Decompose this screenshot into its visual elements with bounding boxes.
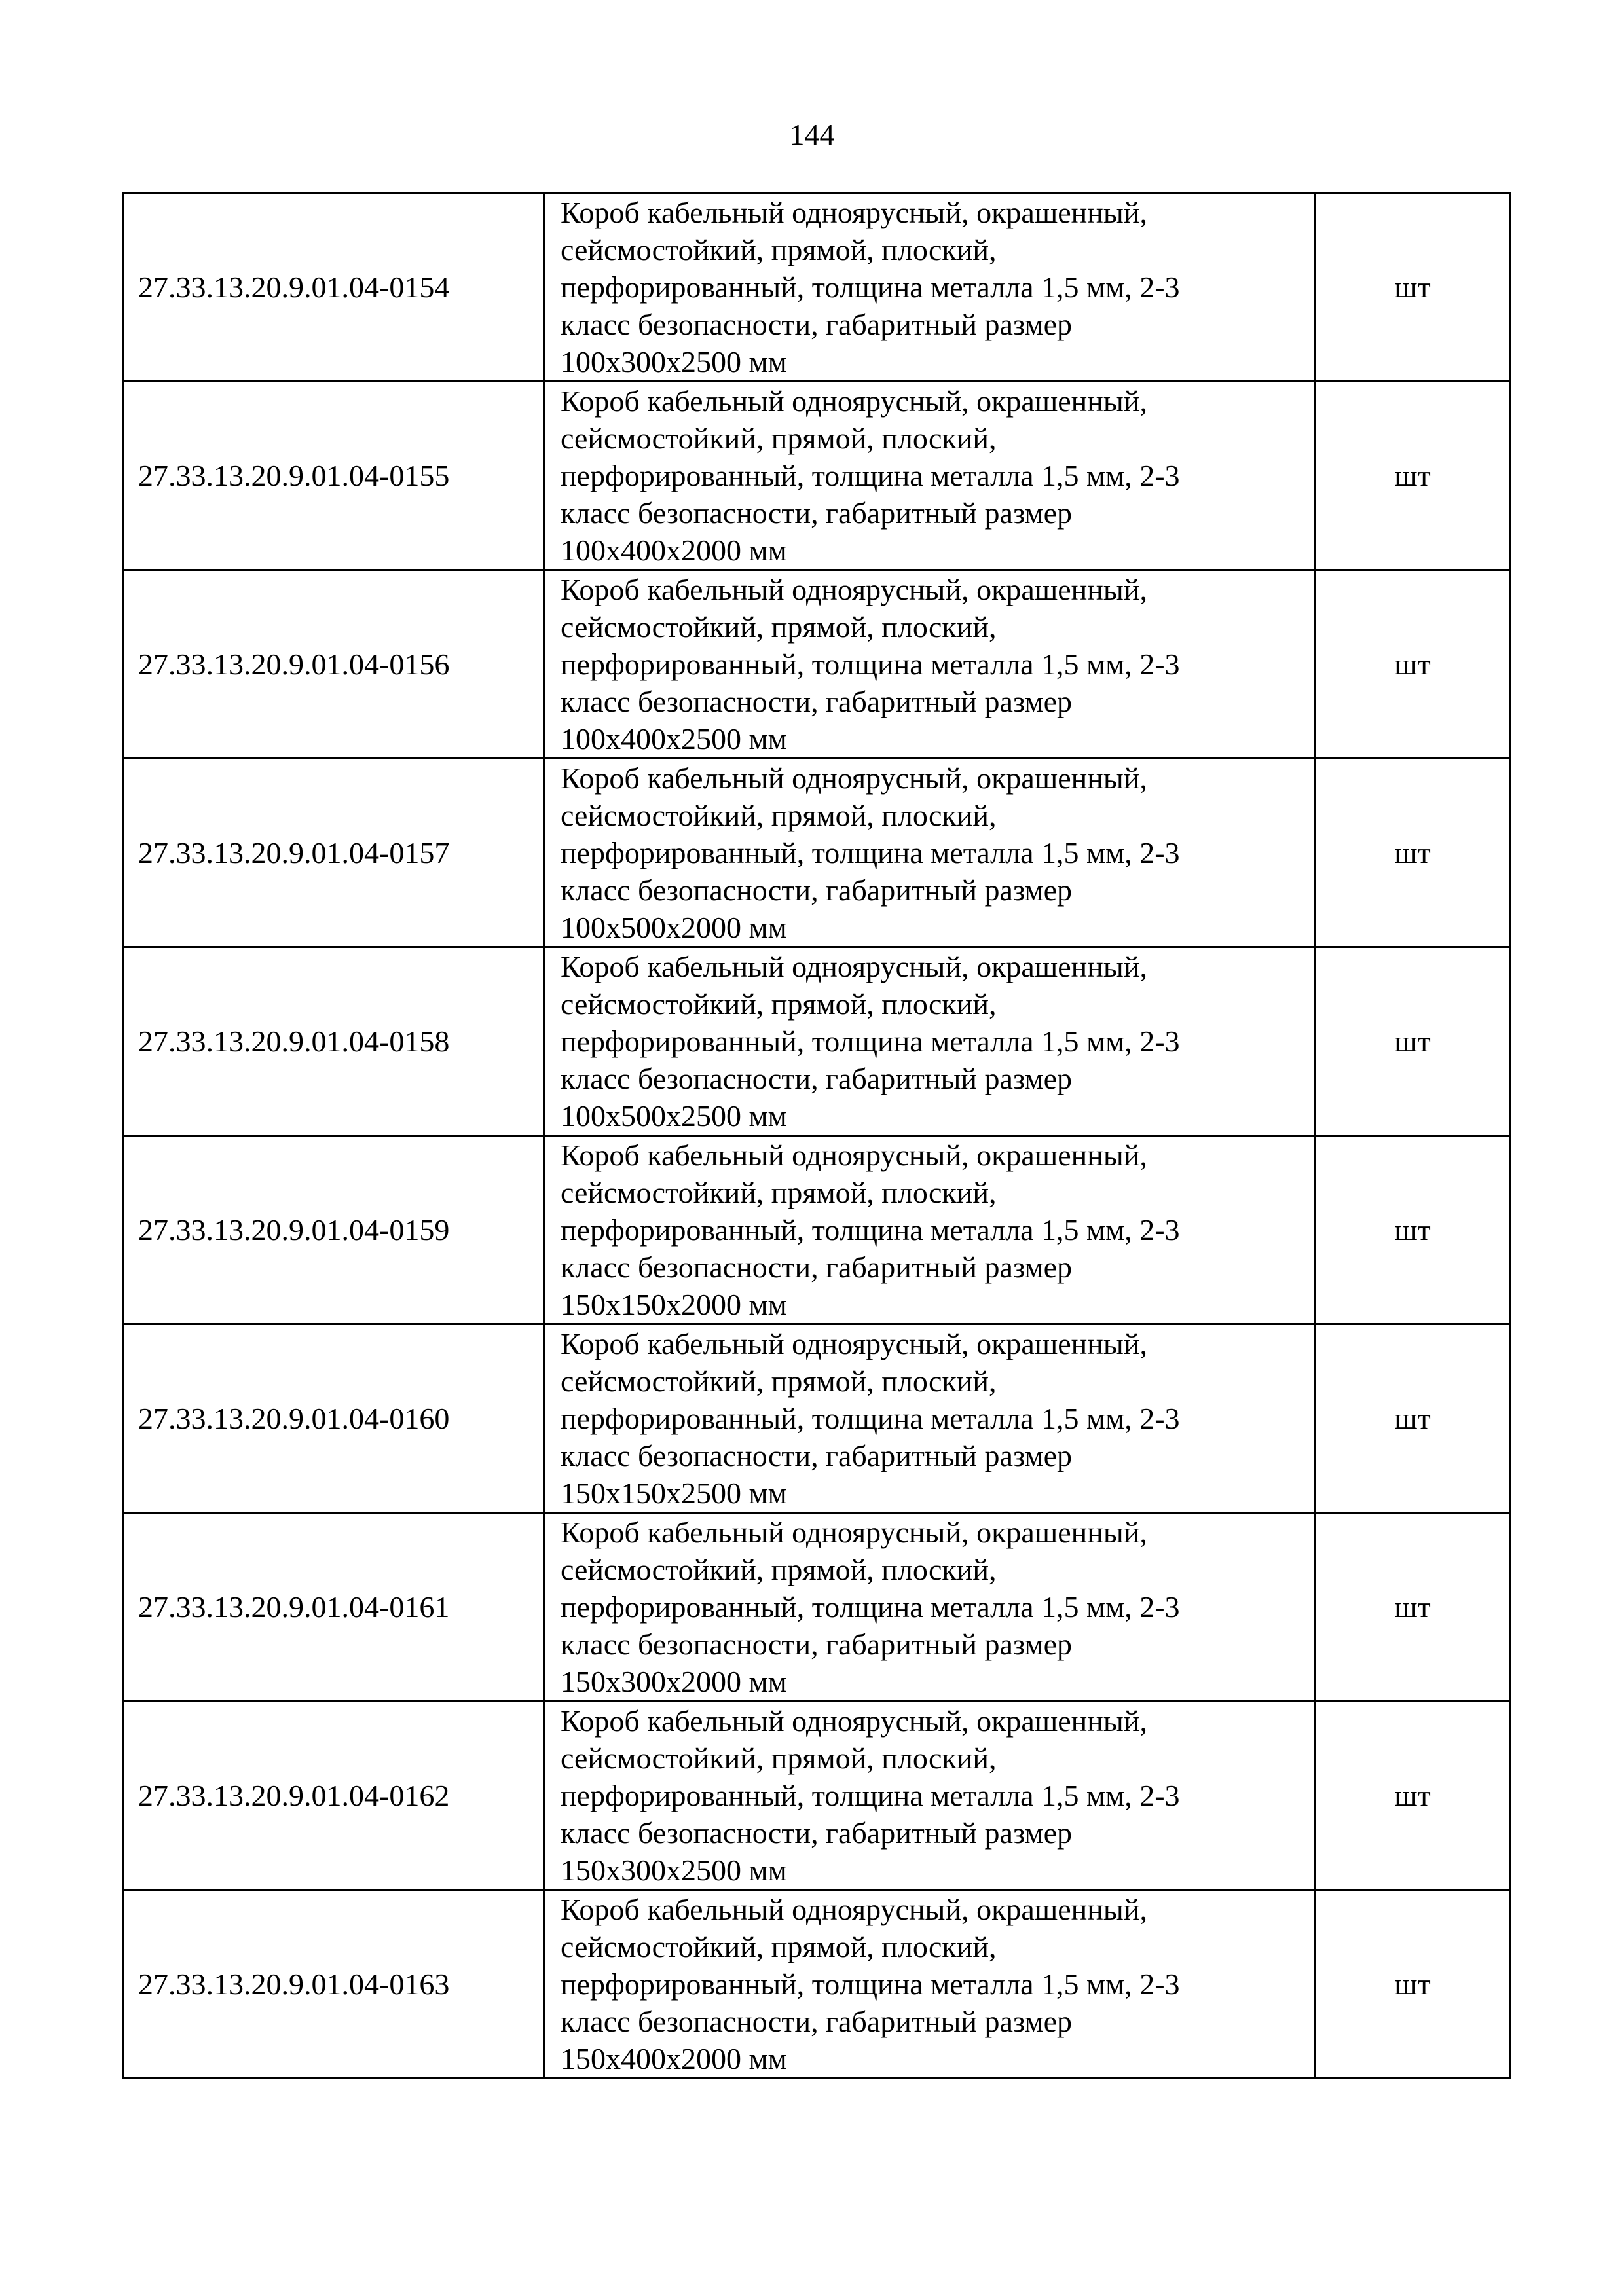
item-code: 27.33.13.20.9.01.04-0160 — [123, 1324, 544, 1513]
description-line: Короб кабельный одноярусный, окрашенный, — [561, 1893, 1147, 1926]
description-line: Короб кабельный одноярусный, окрашенный, — [561, 950, 1147, 983]
description-line: перфорированный, толщина металла 1,5 мм, 2-3 — [561, 459, 1180, 492]
table-row — [123, 1324, 1510, 1513]
table-row — [123, 1136, 1510, 1324]
description-line: класс безопасности, габаритный размер — [561, 685, 1073, 718]
table-row — [123, 570, 1510, 759]
item-unit: шт — [1316, 570, 1510, 759]
table-row — [123, 193, 1510, 382]
description-line: класс безопасности, габаритный размер — [561, 1250, 1073, 1284]
description-line: класс безопасности, габаритный размер — [561, 1628, 1073, 1661]
description-line: Короб кабельный одноярусный, окрашенный, — [561, 196, 1147, 229]
item-description — [544, 1890, 1316, 2079]
item-description — [544, 1513, 1316, 1702]
table-row — [123, 1702, 1510, 1890]
item-description — [544, 1324, 1316, 1513]
description-line: Короб кабельный одноярусный, окрашенный, — [561, 1704, 1147, 1738]
description-line: 100х300х2500 мм — [561, 345, 787, 378]
table-body — [123, 193, 1510, 2079]
table-row — [123, 1513, 1510, 1702]
description-line: сейсмостойкий, прямой, плоский, — [561, 799, 997, 832]
description-line: 150х300х2500 мм — [561, 1853, 787, 1887]
description-line: класс безопасности, габаритный размер — [561, 308, 1073, 341]
description-line: перфорированный, толщина металла 1,5 мм, 2-3 — [561, 1025, 1180, 1058]
description-line: Короб кабельный одноярусный, окрашенный, — [561, 761, 1147, 795]
description-line: 150х300х2000 мм — [561, 1665, 787, 1698]
description-line: сейсмостойкий, прямой, плоский, — [561, 987, 997, 1021]
item-description — [544, 947, 1316, 1136]
item-code: 27.33.13.20.9.01.04-0156 — [123, 570, 544, 759]
item-description — [544, 570, 1316, 759]
item-description — [544, 193, 1316, 382]
description-line: 100х500х2500 мм — [561, 1099, 787, 1133]
table-row — [123, 1890, 1510, 2079]
description-line: сейсмостойкий, прямой, плоский, — [561, 1364, 997, 1398]
description-line: Короб кабельный одноярусный, окрашенный, — [561, 573, 1147, 606]
item-unit: шт — [1316, 1702, 1510, 1890]
description-line: Короб кабельный одноярусный, окрашенный, — [561, 384, 1147, 418]
description-line: перфорированный, толщина металла 1,5 мм, 2-3 — [561, 836, 1180, 869]
item-code: 27.33.13.20.9.01.04-0157 — [123, 759, 544, 947]
description-line: сейсмостойкий, прямой, плоский, — [561, 610, 997, 644]
description-line: перфорированный, толщина металла 1,5 мм, 2-3 — [561, 1779, 1180, 1812]
item-code: 27.33.13.20.9.01.04-0162 — [123, 1702, 544, 1890]
item-unit: шт — [1316, 1136, 1510, 1324]
item-description — [544, 759, 1316, 947]
item-description — [544, 1136, 1316, 1324]
item-unit: шт — [1316, 947, 1510, 1136]
description-line: Короб кабельный одноярусный, окрашенный, — [561, 1327, 1147, 1360]
table-row — [123, 382, 1510, 570]
table-row — [123, 947, 1510, 1136]
item-unit: шт — [1316, 382, 1510, 570]
description-line: класс безопасности, габаритный размер — [561, 496, 1073, 530]
description-line: 100х400х2000 мм — [561, 534, 787, 567]
description-line: класс безопасности, габаритный размер — [561, 1062, 1073, 1095]
table-row — [123, 759, 1510, 947]
description-line: сейсмостойкий, прямой, плоский, — [561, 1553, 997, 1586]
description-line: Короб кабельный одноярусный, окрашенный, — [561, 1139, 1147, 1172]
item-unit: шт — [1316, 759, 1510, 947]
description-line: сейсмостойкий, прямой, плоский, — [561, 1741, 997, 1775]
item-unit: шт — [1316, 1513, 1510, 1702]
spec-table — [122, 192, 1511, 2079]
description-line: класс безопасности, габаритный размер — [561, 1816, 1073, 1850]
item-code: 27.33.13.20.9.01.04-0158 — [123, 947, 544, 1136]
item-unit: шт — [1316, 1324, 1510, 1513]
description-line: перфорированный, толщина металла 1,5 мм, 2-3 — [561, 647, 1180, 681]
item-unit: шт — [1316, 1890, 1510, 2079]
item-code: 27.33.13.20.9.01.04-0161 — [123, 1513, 544, 1702]
description-line: сейсмостойкий, прямой, плоский, — [561, 233, 997, 266]
description-line: класс безопасности, габаритный размер — [561, 873, 1073, 907]
item-code: 27.33.13.20.9.01.04-0154 — [123, 193, 544, 382]
item-code: 27.33.13.20.9.01.04-0163 — [123, 1890, 544, 2079]
description-line: 150х150х2000 мм — [561, 1288, 787, 1321]
description-line: перфорированный, толщина металла 1,5 мм, 2-3 — [561, 1590, 1180, 1624]
description-line: 150х150х2500 мм — [561, 1476, 787, 1510]
item-unit: шт — [1316, 193, 1510, 382]
item-code: 27.33.13.20.9.01.04-0159 — [123, 1136, 544, 1324]
description-line: 100х400х2500 мм — [561, 722, 787, 756]
page-number: 144 — [789, 118, 835, 151]
description-line: перфорированный, толщина металла 1,5 мм, 2-3 — [561, 1967, 1180, 2001]
item-description — [544, 382, 1316, 570]
description-line: сейсмостойкий, прямой, плоский, — [561, 1176, 997, 1209]
description-line: перфорированный, толщина металла 1,5 мм, 2-3 — [561, 1402, 1180, 1435]
description-line: перфорированный, толщина металла 1,5 мм, 2-3 — [561, 1213, 1180, 1247]
description-line: Короб кабельный одноярусный, окрашенный, — [561, 1516, 1147, 1549]
item-description — [544, 1702, 1316, 1890]
description-line: перфорированный, толщина металла 1,5 мм, 2-3 — [561, 270, 1180, 304]
description-line: класс безопасности, габаритный размер — [561, 2005, 1073, 2038]
description-line: 150х400х2000 мм — [561, 2042, 787, 2075]
description-line: сейсмостойкий, прямой, плоский, — [561, 422, 997, 455]
description-line: класс безопасности, габаритный размер — [561, 1439, 1073, 1472]
description-line: сейсмостойкий, прямой, плоский, — [561, 1930, 997, 1963]
description-line: 100х500х2000 мм — [561, 911, 787, 944]
item-code: 27.33.13.20.9.01.04-0155 — [123, 382, 544, 570]
